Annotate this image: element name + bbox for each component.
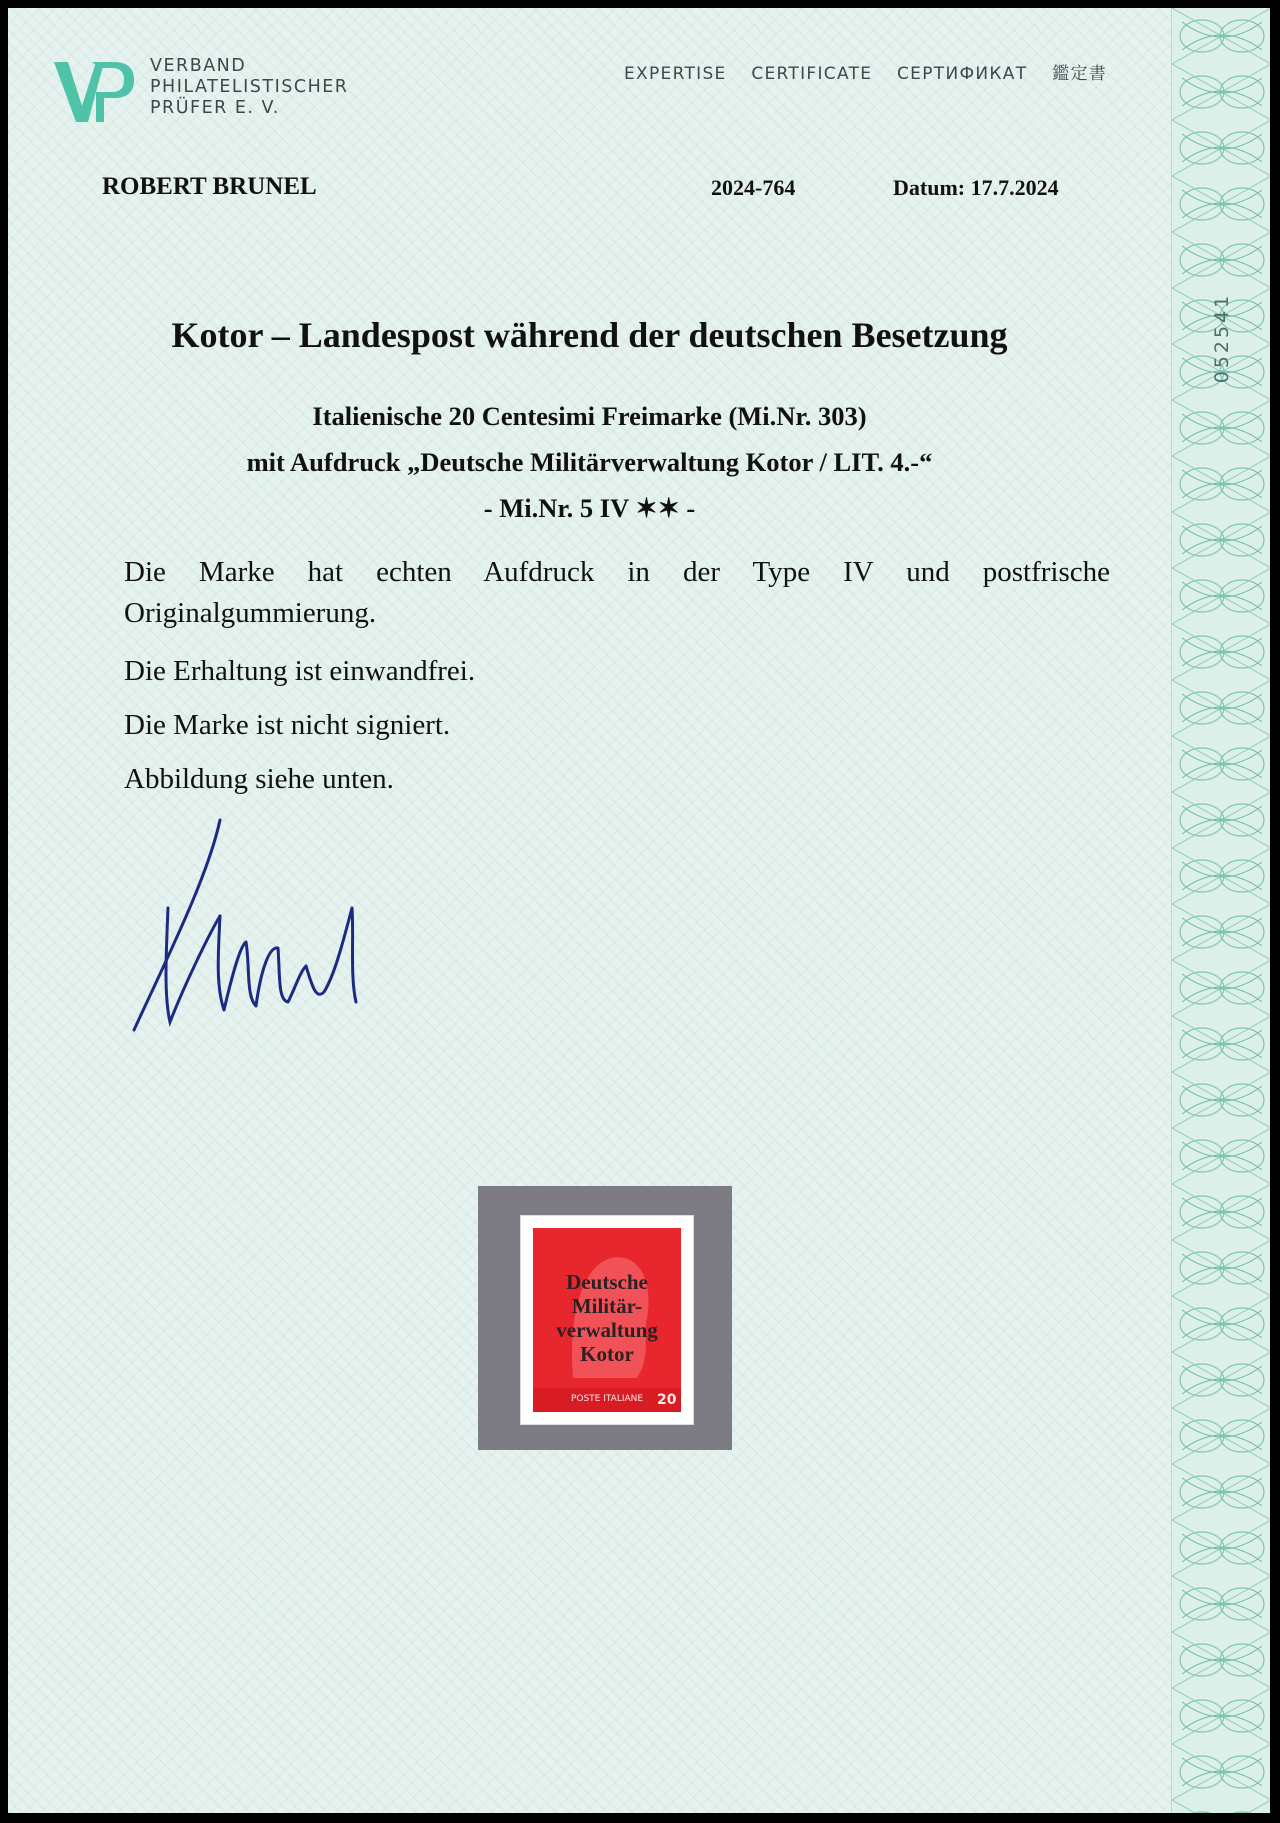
document-type-labels — [624, 59, 1125, 84]
security-guilloche-border — [1171, 8, 1270, 1813]
certificate-title: Kotor – Landespost während der deutschen Besetzung — [171, 315, 1008, 355]
organization-name — [150, 56, 348, 119]
stamp-country-text: POSTE ITALIANE — [570, 1394, 644, 1404]
opinion-paragraph-3: Die Marke ist nicht signiert. — [124, 709, 451, 741]
vp-logo-icon — [52, 58, 136, 126]
expert-name: ROBERT BRUNEL — [102, 173, 317, 200]
overprint-line-2: Militär- — [571, 1294, 643, 1318]
certificate-date: Datum: 17.7.2024 — [893, 175, 1059, 200]
serial-number: 052541 — [1211, 292, 1233, 384]
organization-line-1: VERBAND — [150, 56, 247, 76]
expert-signature — [128, 816, 428, 1036]
opinion-paragraph-4: Abbildung siehe unten. — [124, 763, 394, 795]
organization-line-2: PHILATELISTISCHER — [150, 77, 349, 97]
stamp-description-line-2: mit Aufdruck „Deutsche Militärverwaltung Kotor / LIT. 4.-“ — [246, 447, 933, 477]
certificate-sheet — [8, 8, 1270, 1813]
catalog-number-line: - Mi.Nr. 5 IV ✶✶ - — [483, 493, 696, 523]
organization-line-3: PRÜFER E. V. — [150, 98, 280, 118]
stamp-image — [521, 1216, 693, 1424]
doctype-expertise: EXPERTISE — [624, 64, 727, 84]
overprint-line-3: verwaltung — [556, 1318, 658, 1342]
stamp-description-line-1: Italienische 20 Centesimi Freimarke (Mi.Nr. 303) — [312, 401, 867, 431]
doctype-certificate: CERTIFICATE — [751, 64, 873, 84]
certificate-number: 2024-764 — [711, 175, 796, 200]
doctype-japanese: 鑑定書 — [1052, 64, 1108, 84]
overprint-line-4: Kotor — [580, 1342, 634, 1366]
overprint-line-1: Deutsche — [566, 1270, 648, 1294]
opinion-paragraph-1: Die Marke hat echten Aufdruck in der Type IV und postfrische Originalgummierung. — [124, 556, 1110, 629]
opinion-paragraph-2: Die Erhaltung ist einwandfrei. — [124, 655, 476, 687]
stamp-design — [533, 1228, 681, 1412]
doctype-russian: СЕРТИФИКАТ — [897, 64, 1028, 84]
stamp-value: 20 — [657, 1392, 677, 1408]
